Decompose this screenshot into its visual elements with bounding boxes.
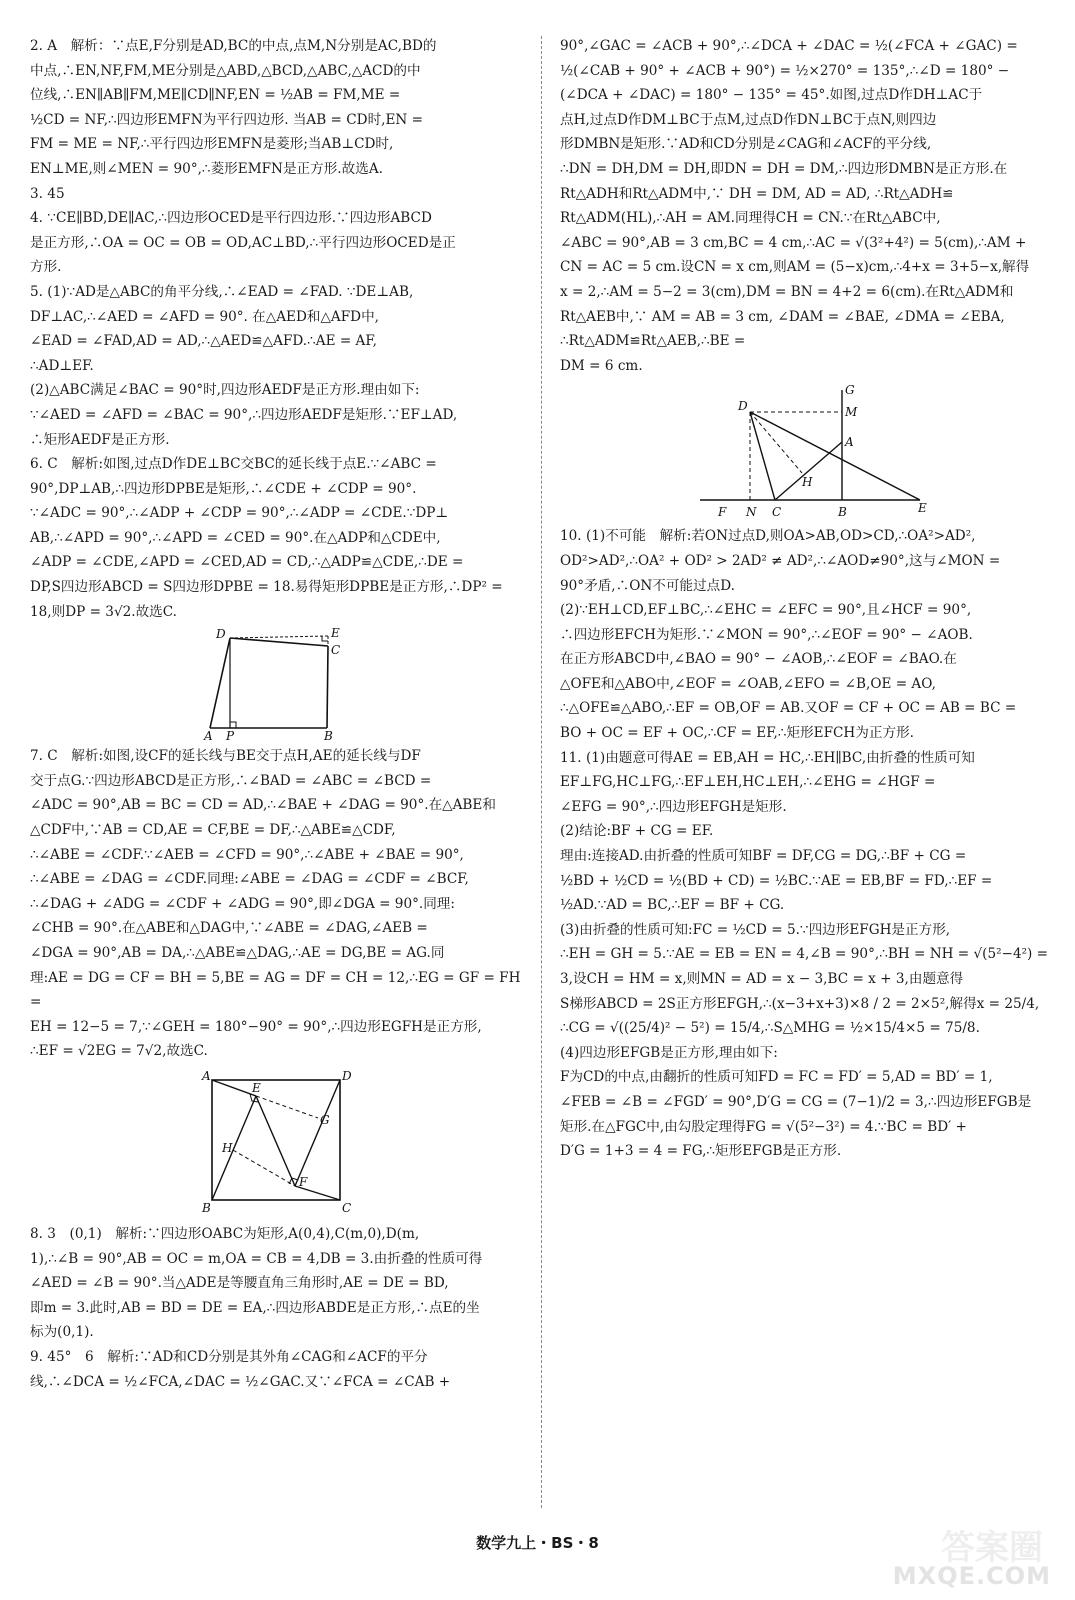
answer-9: 9. 45° 6 解析:∵AD和CD分别是其外角∠CAG和∠ACF的平分 线,∴∠DCA = ½∠FCA,∠DAC = ½∠GAC.又∵∠FCA = ∠CAB + — [30, 1348, 451, 1390]
figure-q6 — [200, 628, 360, 740]
fig9-label: C — [772, 505, 782, 520]
fig7-label: H — [222, 1140, 233, 1155]
figure-q9 — [690, 382, 930, 520]
fig7-label: C — [342, 1200, 352, 1215]
figure-q7 — [200, 1068, 360, 1218]
page-footer: 数学九上・BS・8 — [476, 1534, 599, 1552]
fig9-label: H — [802, 475, 813, 490]
answer-3: 3. 45 — [30, 185, 65, 202]
left-column — [30, 34, 530, 1394]
fig7-label: G — [320, 1112, 330, 1127]
fig9-label: G — [845, 383, 855, 398]
fig6-label: D — [216, 628, 226, 642]
answer-6: 6. C 解析:如图,过点D作DE⊥BC交BC的延长线于点E.∵∠ABC = 90°,DP⊥AB,∴四边形DPBE是矩形,∴∠CDE + ∠CDP = 90°. ∵∠ADC = 90°,∴∠ADP + ∠CDP = 90°,∴∠ADP = ∠CDE.∵DP⊥ AB,∴∠APD = 90°,∴∠APD = ∠CED = 90°.在△ADP和△CDE中, ∠ADP = ∠CDE,∠APD = ∠CED,AD = CD,∴△ADP≌△CDE,∴DE = DP,S四边形ABCD = S四边形DPBE = 18.易得矩形DPBE是正方形,∴DP² = 18,则DP = 3√2.故选C. — [30, 456, 503, 620]
fig7-label: D — [342, 1068, 352, 1083]
fig6-label: B — [324, 729, 333, 741]
fig9-label: D — [738, 399, 748, 414]
fig6-label: A — [204, 729, 213, 741]
fig7-label: B — [202, 1200, 211, 1215]
fig9-label: M — [845, 405, 858, 420]
watermark-text: MXQE.COM — [892, 1562, 1051, 1590]
fig9-label: A — [845, 435, 854, 450]
answer-5: 5. (1)∵AD是△ABC的角平分线,∴∠EAD = ∠FAD. ∵DE⊥AB, DF⊥AC,∴∠AED = ∠AFD = 90°. 在△AED和△AFD中, ∠EAD = ∠FAD,AD = AD,∴△AED≌△AFD.∴AE = AF, ∴AD⊥EF. (2)△ABC满足∠BAC = 90°时,四边形AEDF是正方形.理由如下: ∵∠AED = ∠AFD = ∠BAC = 90°,∴四边形AEDF是矩形.∵EF⊥AD, ∴矩形AEDF是正方形. — [30, 283, 458, 448]
column-divider — [541, 36, 542, 1508]
fig6-label: E — [331, 628, 340, 641]
answer-8: 8. 3 (0,1) 解析:∵四边形OABC为矩形,A(0,4),C(m,0),D(m, 1),∴∠B = 90°,AB = OC = m,OA = CB = 4,DB = 3.由折叠的性质可得 ∠AED = ∠B = 90°.当△ADE是等腰直角三角形时,AE = DE = BD, 即m = 3.此时,AB = BD = DE = EA,∴四边形ABDE是正方形,∴点E的坐 标为(0,1). — [30, 1225, 483, 1341]
answer-2: 2. A 解析：∵点E,F分别是AD,BC的中点,点M,N分别是AC,BD的 中点,∴EN,NF,FM,ME分别是△ABD,△BCD,△ABC,△ACD的中 位线,∴EN∥AB∥FM,ME∥CD∥NF,EN = ½AB = FM,ME = ½CD = NF,∴四边形EMFN为平行四边形. 当AB = CD时,EN = FM = ME = NF,∴平行四边形EMFN是菱形;当AB⊥CD时, EN⊥ME,则∠MEN = 90°,∴菱形EMFN是正方形.故选A. — [30, 38, 437, 177]
fig7-label: F — [299, 1174, 308, 1189]
answer-10: 10. (1)不可能 解析:若ON过点D,则OA>AB,OD>CD,∴OA²>AD², OD²>AD²,∴OA² + OD² > 2AD² ≠ AD²,∴∠AOD≠90°,这与∠MON = 90°矛盾,∴ON不可能过点D. (2)∵EH⊥CD,EF⊥BC,∴∠EHC = ∠EFC = 90°,且∠HCF = 90°, ∴四边形EFCH为矩形.∵∠MON = 90°,∴∠EOF = 90° − ∠AOB. 在正方形ABCD中,∠BAO = 90° − ∠AOB,∴∠EOF = ∠BAO.在 △OFE和△ABO中,∠EOF = ∠OAB,∠EFO = ∠B,OE = AO, ∴△OFE≌△ABO,∴EF = OB,OF = AB.又OF = CF + OC = AB = BC = BO + OC = EF + OC,∴CF = EF,∴矩形EFCH为正方形. — [560, 528, 1017, 742]
fig9-label: N — [746, 505, 757, 520]
answer-11: 11. (1)由题意可得AE = EB,AH = HC,∴EH∥BC,由折叠的性质可知 EF⊥FG,HC⊥FG,∴EF⊥EH,HC⊥EH,∴∠EHG = ∠HGF = ∠EFG = 90°,∴四边形EFGH是矩形. (2)结论:BF + CG = EF. 理由:连接AD.由折叠的性质可知BF = DF,CG = DG,∴BF + CG = ½BD + ½CD = ½(BD + CD) = ½BC.∵AE = EB,BF = FD,∴EF = ½AD.∵AD = BC,∴EF = BF + CG. (3)由折叠的性质可知:FC = ½CD = 5.∵四边形EFGH是正方形, ∴EH = GH = 5.∵AE = EB = EN = 4,∠B = 90°,∴BH = NH = √(5²−4²) = 3,设CH = HM = x,则MN = AD = x − 3,BC = x + 3,由题意得 S梯形ABCD = 2S正方形EFGH,∴(x−3+x+3)×8 / 2 = 2×5²,解得x = 25/4, ∴CG = √((25/4)² − 5²) = 15/4,∴S△MHG = ½×15/4×5 = 75/8. (4)四边形EFGB是正方形,理由如下: F为CD的中点,由翻折的性质可知FD = FC = FD′ = 5,AD = BD′ = 1, ∠FEB = ∠B = ∠FGD′ = 90°,D′G = CG = (7−1)/2 = 3,∴四边形EFGB是 矩形.在△FGC中,由勾股定理得FG = √(5²−3²) = 4.∵BC = BD′ + D′G = 1+3 = 4 = FG,∴矩形EFGB是正方形. — [560, 749, 1049, 1160]
fig9-label: F — [718, 505, 727, 520]
fig7-label: A — [202, 1068, 211, 1083]
fig7-label: E — [252, 1080, 261, 1095]
watermark-logo — [881, 1520, 1051, 1590]
fig6-label: C — [331, 643, 341, 658]
watermark-seal: 答案圈 — [941, 1528, 1043, 1568]
fig6-label: P — [226, 729, 235, 741]
fig9-label: B — [838, 505, 847, 520]
answer-9-continued: 90°,∠GAC = ∠ACB + 90°,∴∠DCA + ∠DAC = ½(∠FCA + ∠GAC) = ½(∠CAB + 90° + ∠ACB + 90°) = ½×270° = 135°,∴∠D = 180° − (∠DCA + ∠DAC) = 180° − 135° = 45°.如图,过点D作DH⊥AC于 点H,过点D作DM⊥BC于点M,过点D作DN⊥BC于点N,则四边 形DMBN是矩形.∵AD和CD分别是∠CAG和∠ACF的平分线, ∴DN = DH,DM = DH,即DN = DH = DM,∴四边形DMBN是正方形.在 Rt△ADH和Rt△ADM中,∵ DH = DM, AD = AD, ∴Rt△ADH≌ Rt△ADM(HL),∴AH = AM.同理得CH = CN.∵在Rt△ABC中, ∠ABC = 90°,AB = 3 cm,BC = 4 cm,∴AC = √(3²+4²) = 5(cm),∴AM + CN = AC = 5 cm.设CN = x cm,则AM = (5−x)cm,∴4+x = 3+5−x,解得 x = 2,∴AM = 5−2 = 3(cm),DM = BN = 4+2 = 6(cm).在Rt△ADM和 Rt△AEB中,∵ AM = AB = 3 cm, ∠DAM = ∠BAE, ∠DMA = ∠EBA, ∴Rt△ADM≌Rt△AEB,∴BE = DM = 6 cm. — [560, 38, 1030, 374]
answer-7: 7. C 解析:如图,设CF的延长线与BE交于点H,AE的延长线与DF 交于点G.∵四边形ABCD是正方形,∴∠BAD = ∠ABC = ∠BCD = ∠ADC = 90°,AB = BC = CD = AD,∴∠BAE + ∠DAG = 90°.在△ABE和 △CDF中,∵AB = CD,AE = CF,BE = DF,∴△ABE≌△CDF, ∴∠ABE = ∠CDF.∵∠AEB = ∠CFD = 90°,∴∠ABE + ∠BAE = 90°, ∴∠ABE = ∠DAG = ∠CDF.同理:∠ABE = ∠DAG = ∠CDF = ∠BCF, ∴∠DAG + ∠ADG = ∠CDF + ∠ADG = 90°,即∠DGA = 90°.同理: ∠CHB = 90°.在△ABE和△DAG中,∵∠ABE = ∠DAG,∠AEB = ∠DGA = 90°,AB = DA,∴△ABE≌△DAG,∴AE = DG,BE = AG.同 理:AE = DG = CF = BH = 5,BE = AG = DF = CH = 12,∴EG = GF = FH = EH = 12−5 = 7,∵∠GEH = 180°−90° = 90°,∴四边形EGFH是正方形, ∴EF = √2EG = 7√2,故选C. — [30, 748, 521, 1060]
fig9-label: E — [918, 501, 927, 516]
right-column — [560, 34, 1060, 1164]
answer-4: 4. ∵CE∥BD,DE∥AC,∴四边形OCED是平行四边形.∵四边形ABCD 是正方形,∴OA = OC = OB = OD,AC⊥BD,∴平行四边形OCED是正 方形. — [30, 210, 456, 276]
